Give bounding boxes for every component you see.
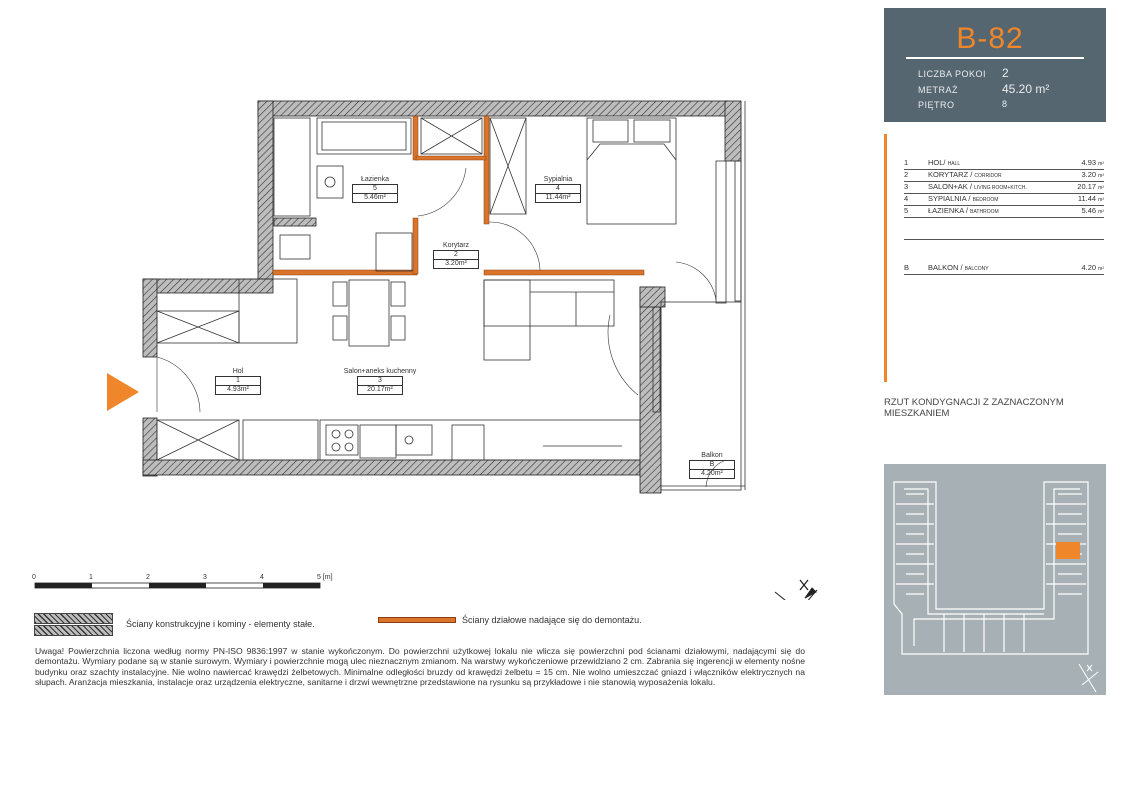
area-unit: m²	[1098, 185, 1104, 191]
plan-label-name: Hol	[232, 368, 244, 375]
plan-label-name: Korytarz	[442, 242, 470, 249]
floor-plan-caption: RZUT KONDYGNACJI Z ZAZNACZONYM MIESZKANIEM	[884, 397, 1064, 419]
plan-label-box	[215, 376, 261, 395]
room-area	[1077, 182, 1104, 191]
scale-tick: 4	[260, 574, 264, 581]
floor-label: PIĘTRO	[918, 100, 955, 110]
room-name	[928, 263, 989, 272]
building-key-map	[884, 464, 1106, 695]
table-row-balcony	[904, 263, 1104, 275]
plan-label-number: 5	[373, 185, 377, 192]
room-area-value: 4.20	[1081, 263, 1097, 272]
plan-label-name: Łazienka	[360, 176, 390, 183]
room-area	[1081, 263, 1104, 272]
room-name-pl: KORYTARZ /	[928, 170, 973, 179]
scale-bar	[35, 583, 320, 588]
disclaimer-note: Uwaga! Powierzchnia liczona według normy PN-ISO 9836:1997 w stanie wykończonym. Do powierzchni użytkowej lokalu nie wlicza się powierzchni pod ścianami działowymi, nadającymi się do demontażu. Wymiary podane są w stanie surowym. Wymiary i powierzchnie mogą ulec nieznacznym zmianom. Na warstwy wykończeniowe przewidziano 2 cm. Zabrania się ingerencji w elementy nośne budynku oraz szachty instalacyjne. Nie wolno nawiercać krawędzi żelbetowych. Minimalne odległości bruzdy od krawędzi żelbetu = 15 cm. Nie wolno umieszczać gniazd i włączników elektrycznych na słupach. Aranżacja mieszkania, instalacje oraz urządzenia elektryczne, sanitarne i drzwi wewnętrzne przedstawione na rysunku są przykładowe i nie stanowią wyposażenia lokalu.	[35, 646, 805, 688]
scale-tick: 0	[32, 574, 36, 581]
room-number: 5	[904, 206, 909, 215]
plan-label-area: 4.93m²	[216, 385, 260, 394]
room-name-en: BALCONY	[964, 266, 989, 272]
room-name	[928, 158, 960, 167]
room-name	[928, 206, 999, 215]
table-accent-bar	[884, 134, 887, 382]
north-arrow-icon	[775, 580, 822, 600]
room-name-en: BEDROOM	[972, 197, 999, 203]
legend-structural-swatch	[34, 613, 113, 624]
area-unit: m²	[1098, 209, 1104, 215]
plan-label-corridor	[421, 242, 491, 269]
room-number: 4	[904, 194, 909, 203]
plan-label-area: 4.20m²	[690, 469, 734, 478]
room-area-value: 5.46	[1081, 206, 1097, 215]
room-area	[1078, 194, 1104, 203]
floor-value: 8	[1002, 99, 1008, 109]
area-unit: m²	[1098, 266, 1104, 272]
table-row	[904, 158, 1104, 170]
plan-label-box	[352, 184, 398, 203]
room-name-pl: SYPIALNIA /	[928, 194, 971, 203]
area-value: 45.20 m²	[1002, 82, 1050, 96]
room-name-en: LIVING ROOM+KITCH.	[974, 185, 1027, 191]
room-area	[1081, 170, 1104, 179]
rooms-count-value: 2	[1002, 66, 1009, 80]
table-row	[904, 182, 1104, 194]
plan-label-area: 20.17m²	[358, 385, 402, 394]
room-name-en: CORRIDOR	[974, 173, 1002, 179]
plan-label-number: 4	[556, 185, 560, 192]
plan-label-name: Salon+aneks kuchenny	[343, 368, 417, 375]
scale-tick: 2	[146, 574, 150, 581]
room-area-value: 3.20	[1081, 170, 1097, 179]
room-name-pl: SALON+AK /	[928, 182, 972, 191]
room-area-value: 11.44	[1077, 194, 1097, 203]
room-name	[928, 194, 998, 203]
room-number: 2	[904, 170, 909, 179]
rooms-count-label: LICZBA POKOI	[918, 69, 987, 79]
plan-label-box	[433, 250, 479, 269]
table-row	[904, 194, 1104, 206]
table-divider	[904, 228, 1104, 240]
area-unit: m²	[1098, 161, 1104, 167]
header-rule	[906, 57, 1084, 59]
plan-label-area: 11.44m²	[536, 193, 580, 202]
room-name	[928, 182, 1027, 191]
room-area	[1081, 158, 1104, 167]
unit-header-panel	[884, 8, 1106, 122]
room-name	[928, 170, 1002, 179]
room-name-en: HALL	[947, 161, 961, 167]
table-row	[904, 206, 1104, 218]
area-unit: m²	[1098, 173, 1104, 179]
room-name-pl: ŁAZIENKA /	[928, 206, 969, 215]
plan-label-area: 5.46m²	[353, 193, 397, 202]
room-name-pl: HOL/	[928, 158, 946, 167]
key-map-drawing	[884, 464, 1106, 695]
unit-code: B-82	[956, 22, 1024, 55]
plan-label-balcony	[677, 452, 747, 479]
legend-partition-swatch	[378, 617, 456, 623]
room-name-en: BATHROOM	[970, 209, 999, 215]
plan-label-number: 3	[378, 377, 382, 384]
area-label: METRAŻ	[918, 85, 958, 95]
table-row	[904, 170, 1104, 182]
room-number: B	[904, 263, 910, 272]
legend-partition-text: Ściany działowe nadające się do demontażu.	[462, 615, 642, 625]
unit-highlight	[1056, 542, 1080, 559]
plan-label-bedroom	[523, 176, 593, 203]
room-number: 1	[904, 158, 909, 167]
plan-label-number: 1	[236, 377, 240, 384]
room-area-value: 20.17	[1077, 182, 1097, 191]
key-map-north-icon	[1079, 664, 1098, 692]
scale-tick: 3	[203, 574, 207, 581]
plan-label-number: 2	[454, 251, 458, 258]
plan-label-area: 3.20m²	[434, 259, 478, 268]
legend-structural-swatch-2	[34, 625, 113, 636]
area-unit: m²	[1098, 197, 1104, 203]
plan-label-bathroom	[340, 176, 410, 203]
scale-tick: 1	[89, 574, 93, 581]
plan-label-hall	[203, 368, 273, 395]
room-name-pl: BALKON /	[928, 263, 963, 272]
entrance-arrow-icon	[107, 373, 139, 411]
plan-label-name: Sypialnia	[543, 176, 573, 183]
room-area-value: 4.93	[1081, 158, 1097, 167]
plan-label-box	[689, 460, 735, 479]
plan-label-name: Balkon	[701, 452, 723, 459]
plan-label-box	[357, 376, 403, 395]
plan-label-box	[535, 184, 581, 203]
room-area	[1081, 206, 1104, 215]
legend-structural-text: Ściany konstrukcyjne i kominy - elementy stałe.	[126, 619, 315, 629]
plan-label-number: B	[709, 461, 715, 468]
room-number: 3	[904, 182, 909, 191]
plan-label-living	[330, 368, 430, 395]
scale-tick: 5 [m]	[317, 574, 333, 581]
room-area-table	[884, 134, 1114, 382]
